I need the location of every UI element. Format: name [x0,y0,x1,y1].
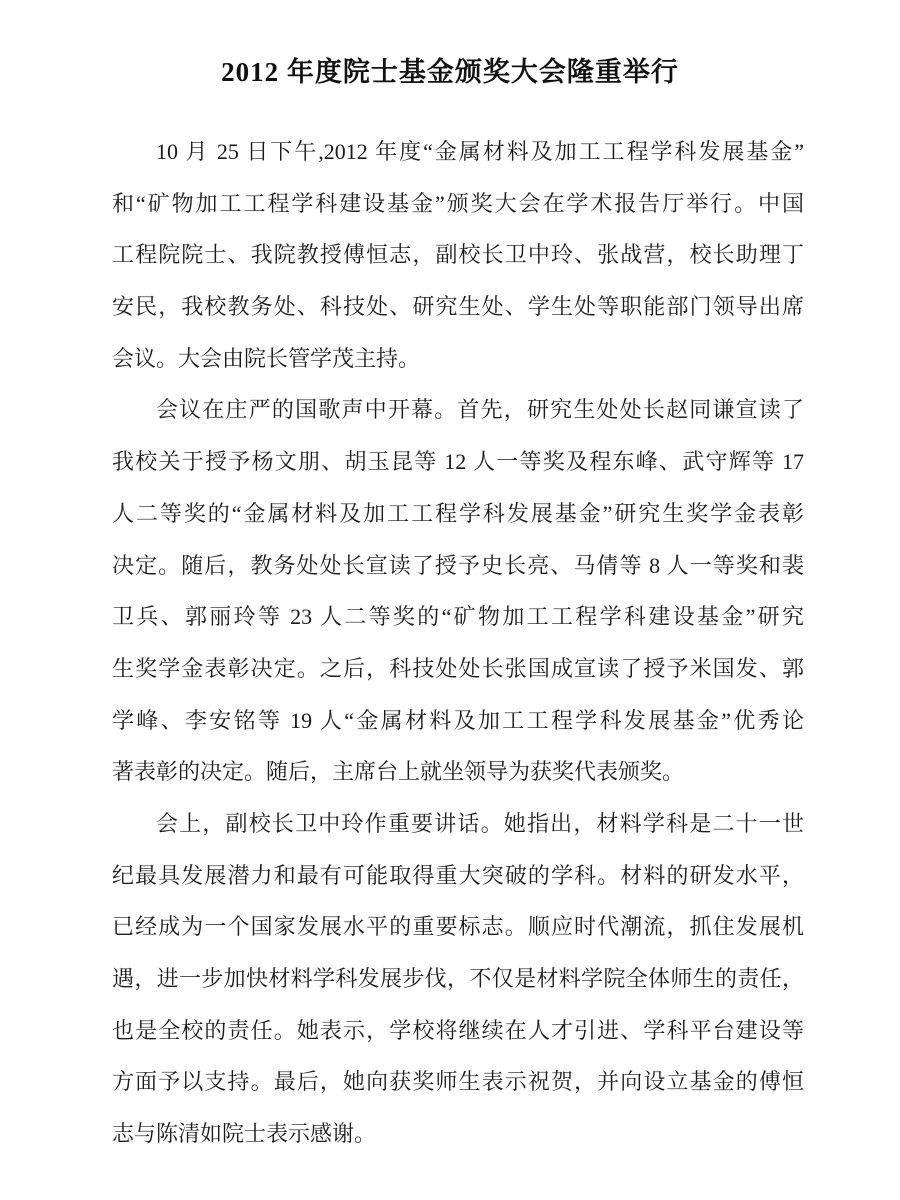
text-line: 工程院院士、我院教授傅恒志，副校长卫中玲、张战营，校长助理丁 [112,242,804,268]
text-line: 方面予以支持。最后，她向获奖师生表示祝贺，并向设立基金的傅恒 [112,1069,804,1095]
document-body [112,126,804,1160]
text-line: 卫兵、郭丽玲等 23 人二等奖的“矿物加工工程学科建设基金”研究 [112,604,804,630]
text-line: 已经成为一个国家发展水平的重要标志。顺应时代潮流，抓住发展机 [112,914,804,940]
text-line: 人二等奖的“金属材料及加工工程学科发展基金”研究生奖学金表彰 [112,500,804,526]
paragraph-2 [112,384,804,798]
document-title: 2012 年度院士基金颁奖大会隆重举行 [221,57,679,87]
text-line: 学峰、李安铭等 19 人“金属材料及加工工程学科发展基金”优秀论 [112,707,804,733]
text-line: 也是全校的责任。她表示，学校将继续在人才引进、学科平台建设等 [112,1017,804,1043]
paragraph-1 [112,126,804,384]
text-line: 生奖学金表彰决定。之后，科技处处长张国成宣读了授予米国发、郭 [112,655,804,681]
text-line: 决定。随后，教务处处长宣读了授予史长亮、马倩等 8 人一等奖和裴 [112,552,804,578]
text-line: 安民，我校教务处、科技处、研究生处、学生处等职能部门领导出席 [112,294,804,320]
text-line: 10 月 25 日下午,2012 年度“金属材料及加工工程学科发展基金” [156,139,804,164]
paragraph-3 [112,798,804,1160]
text-line: 会议。大会由院长管学茂主持。 [112,345,421,371]
text-line: 和“矿物加工工程学科建设基金”颁奖大会在学术报告厅举行。中国 [112,190,804,216]
text-line: 遇，进一步加快材料学科发展步伐，不仅是材料学院全体师生的责任， [112,966,804,991]
text-line: 会上，副校长卫中玲作重要讲话。她指出，材料学科是二十一世 [156,810,804,836]
text-line: 著表彰的决定。随后，主席台上就坐领导为获奖代表颁奖。 [112,759,685,785]
text-line: 我校关于授予杨文朋、胡玉昆等 12 人一等奖及程东峰、武守辉等 17 [112,449,804,475]
text-line: 志与陈清如院士表示感谢。 [112,1121,377,1147]
text-line: 会议在庄严的国歌声中开幕。首先，研究生处处长赵同谦宣读了 [156,397,804,423]
text-line: 纪最具发展潜力和最有可能取得重大突破的学科。材料的研发水平， [112,862,804,888]
